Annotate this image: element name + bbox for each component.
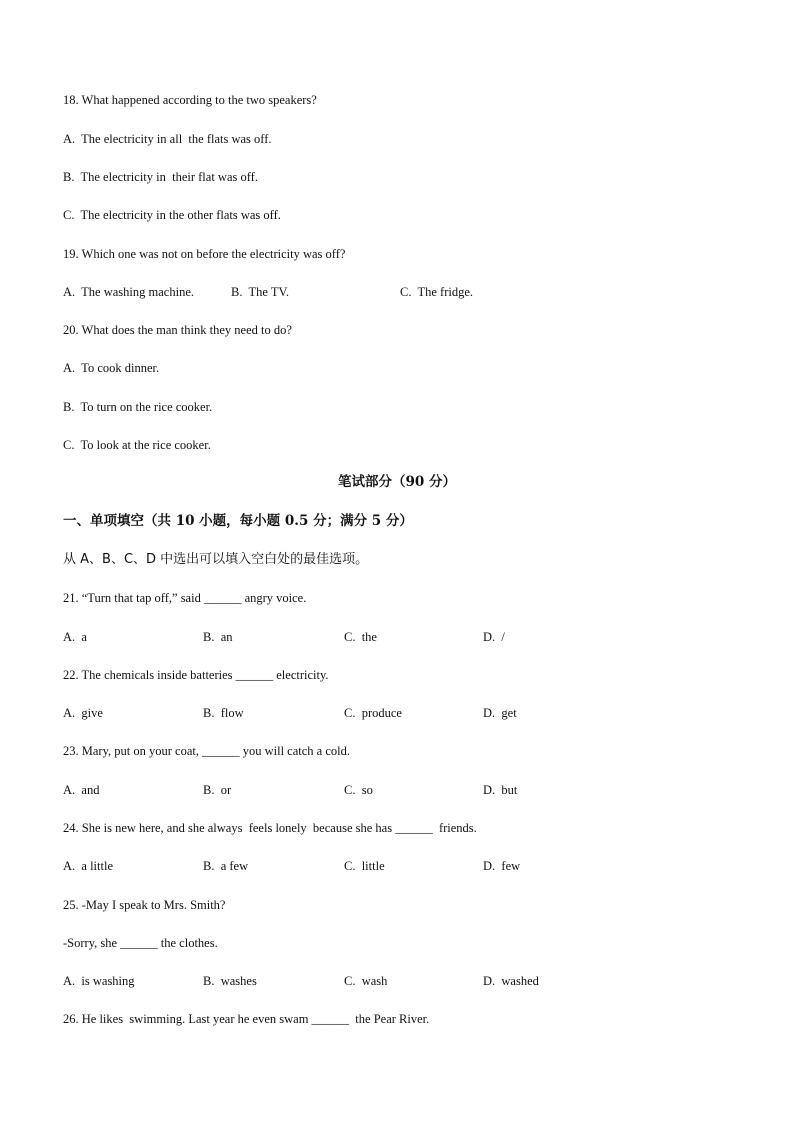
question-20-stem: 20. What does the man think they need to do? — [63, 323, 292, 337]
question-22-option-a: A. give — [63, 706, 103, 720]
question-25-option-d: D. washed — [483, 974, 539, 988]
question-19-option-b: B. The TV. — [231, 285, 289, 299]
question-20-option-a: A. To cook dinner. — [63, 361, 160, 375]
question-23-stem: 23. Mary, put on your coat, ______ you will catch a cold. — [63, 744, 350, 758]
question-23-option-b: B. or — [203, 783, 232, 797]
question-18-option-a: A. The electricity in all the flats was off. — [63, 132, 272, 146]
question-18-stem: 18. What happened according to the two speakers? — [63, 93, 317, 107]
question-21-option-d: D. / — [483, 630, 505, 644]
question-24-option-c: C. little — [344, 859, 385, 873]
question-21-option-b: B. an — [203, 630, 233, 644]
question-19-stem: 19. Which one was not on before the electricity was off? — [63, 247, 346, 261]
question-22-option-b: B. flow — [203, 706, 244, 720]
question-21-option-c: C. the — [344, 630, 377, 644]
question-25-options — [63, 973, 763, 989]
question-25-stem: 25. -May I speak to Mrs. Smith? — [63, 898, 226, 912]
question-25-option-a: A. is washing — [63, 974, 135, 988]
written-part-title: 笔试部分（90 分） — [338, 474, 456, 490]
question-25-option-b: B. washes — [203, 974, 257, 988]
question-23-option-a: A. and — [63, 783, 100, 797]
section-1-title: 一、单项填空（共 10 小题，每小题 0.5 分；满分 5 分） — [63, 513, 413, 529]
question-20-option-b: B. To turn on the rice cooker. — [63, 400, 213, 414]
question-18-option-b: B. The electricity in their flat was off. — [63, 170, 258, 184]
question-22-option-d: D. get — [483, 706, 517, 720]
question-26-stem: 26. He likes swimming. Last year he even swam ______ the Pear River. — [63, 1012, 430, 1026]
question-25-option-c: C. wash — [344, 974, 388, 988]
question-19-options — [63, 284, 763, 300]
question-21-option-a: A. a — [63, 630, 87, 644]
question-24-option-d: D. few — [483, 859, 521, 873]
question-24-options — [63, 858, 763, 874]
question-22-options — [63, 705, 763, 721]
question-23-options — [63, 782, 763, 798]
question-19-option-a: A. The washing machine. — [63, 285, 194, 299]
question-23-option-c: C. so — [344, 783, 373, 797]
question-24-stem: 24. She is new here, and she always feels lonely because she has ______ friends. — [63, 821, 477, 835]
question-23-option-d: D. but — [483, 783, 518, 797]
question-19-option-c: C. The fridge. — [400, 285, 474, 299]
question-25-stem-reply: -Sorry, she ______ the clothes. — [63, 936, 218, 950]
question-21-stem: 21. “Turn that tap off,” said ______ angry voice. — [63, 591, 307, 605]
question-22-option-c: C. produce — [344, 706, 402, 720]
question-21-options — [63, 629, 763, 645]
question-22-stem: 22. The chemicals inside batteries ______ electricity. — [63, 668, 329, 682]
question-24-option-a: A. a little — [63, 859, 113, 873]
question-20-option-c: C. To look at the rice cooker. — [63, 438, 211, 452]
question-24-option-b: B. a few — [203, 859, 249, 873]
section-1-instruction: 从 A、B、C、D 中选出可以填入空白处的最佳选项。 — [63, 552, 369, 567]
question-18-option-c: C. The electricity in the other flats was off. — [63, 208, 281, 222]
